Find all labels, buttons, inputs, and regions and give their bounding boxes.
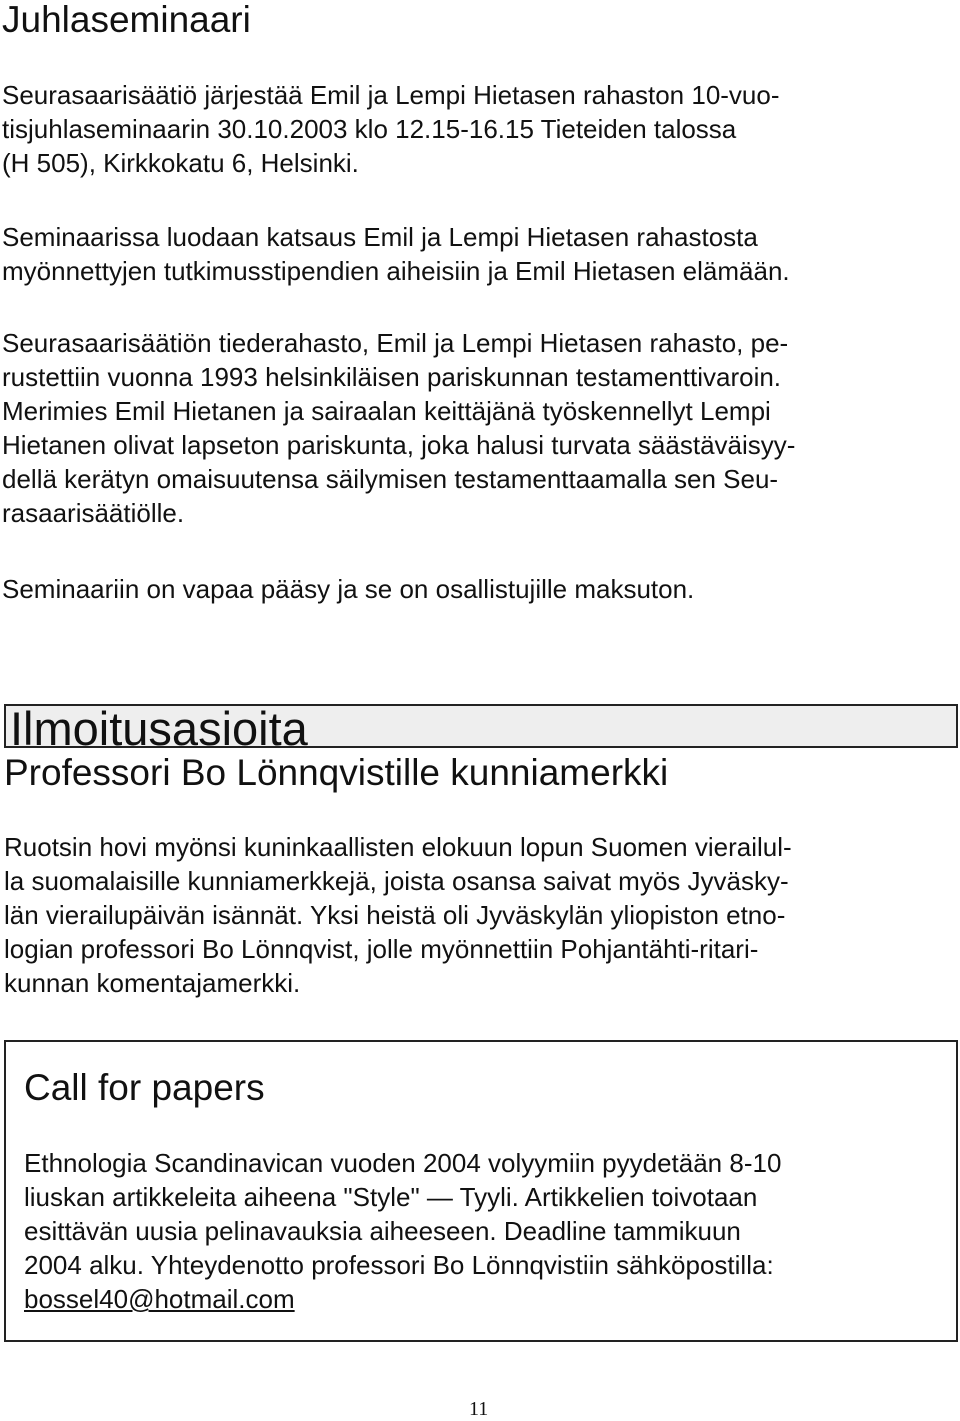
call-for-papers-title: Call for papers <box>24 1067 265 1108</box>
text-line: kunnan komentajamerkki. <box>4 968 301 998</box>
text-line: Hietanen olivat lapseton pariskunta, joka halusi turvata säästäväisyy- <box>2 430 796 460</box>
fund-history-paragraph <box>2 326 795 530</box>
text-line: rasaarisäätiölle. <box>2 498 185 528</box>
text-line: rustettiin vuonna 1993 helsinkiläisen pariskunnan testamenttivaroin. <box>2 362 782 392</box>
announcements-heading: Ilmoitusasioita <box>10 702 308 755</box>
award-subheading: Professori Bo Lönnqvistille kunniamerkki <box>4 752 669 793</box>
text-line: län vierailupäivän isännät. Yksi heistä oli Jyväskylän yliopiston etno- <box>4 900 786 930</box>
text-line: esittävän uusia pelinavauksia aiheeseen. Deadline tammikuun <box>24 1216 741 1246</box>
text-line: Merimies Emil Hietanen ja sairaalan keittäjänä työskennellyt Lempi <box>2 396 771 426</box>
text-line: 2004 alku. Yhteydenotto professori Bo Lönnqvistiin sähköpostilla: <box>24 1250 774 1280</box>
intro-paragraph <box>2 78 780 180</box>
admission-paragraph <box>2 572 694 606</box>
text-line: Ruotsin hovi myönsi kuninkaallisten elokuun lopun Suomen vierailul- <box>4 832 792 862</box>
text-line: Seurasaarisäätiön tiederahasto, Emil ja Lempi Hietasen rahasto, pe- <box>2 328 789 358</box>
text-line: la suomalaisille kunniamerkkejä, joista osansa saivat myös Jyväsky- <box>4 866 789 896</box>
text-line: Ethnologia Scandinavican vuoden 2004 volyymiin pyydetään 8-10 <box>24 1148 782 1178</box>
text-line: tisjuhlaseminaarin 30.10.2003 klo 12.15-16.15 Tieteiden talossa <box>2 114 737 144</box>
call-for-papers-box <box>4 1040 958 1342</box>
page-title: Juhlaseminaari <box>2 0 251 40</box>
text-line: dellä kerätyn omaisuutensa säilymisen testamenttaamalla sen Seu- <box>2 464 779 494</box>
text-line: Seminaariin on vapaa pääsy ja se on osallistujille maksuton. <box>2 574 695 604</box>
announcements-heading-box <box>4 702 958 755</box>
text-line: Seminaarissa luodaan katsaus Emil ja Lempi Hietasen rahastosta <box>2 222 758 252</box>
text-line: (H 505), Kirkkokatu 6, Helsinki. <box>2 148 359 178</box>
text-line: liuskan artikkeleita aiheena "Style" — Tyyli. Artikkelien toivotaan <box>24 1182 758 1212</box>
text-line: Seurasaarisäätiö järjestää Emil ja Lempi Hietasen rahaston 10-vuo- <box>2 80 780 110</box>
page-number: 11 <box>469 1398 489 1420</box>
seminar-overview-paragraph <box>2 220 790 288</box>
award-paragraph <box>4 830 792 1000</box>
call-for-papers-paragraph <box>24 1146 781 1316</box>
text-line: myönnettyjen tutkimusstipendien aiheisiin ja Emil Hietasen elämään. <box>2 256 790 286</box>
text-line: logian professori Bo Lönnqvist, jolle myönnettiin Pohjantähti-ritari- <box>4 934 759 964</box>
email-link[interactable]: bossel40@hotmail.com <box>24 1284 295 1314</box>
